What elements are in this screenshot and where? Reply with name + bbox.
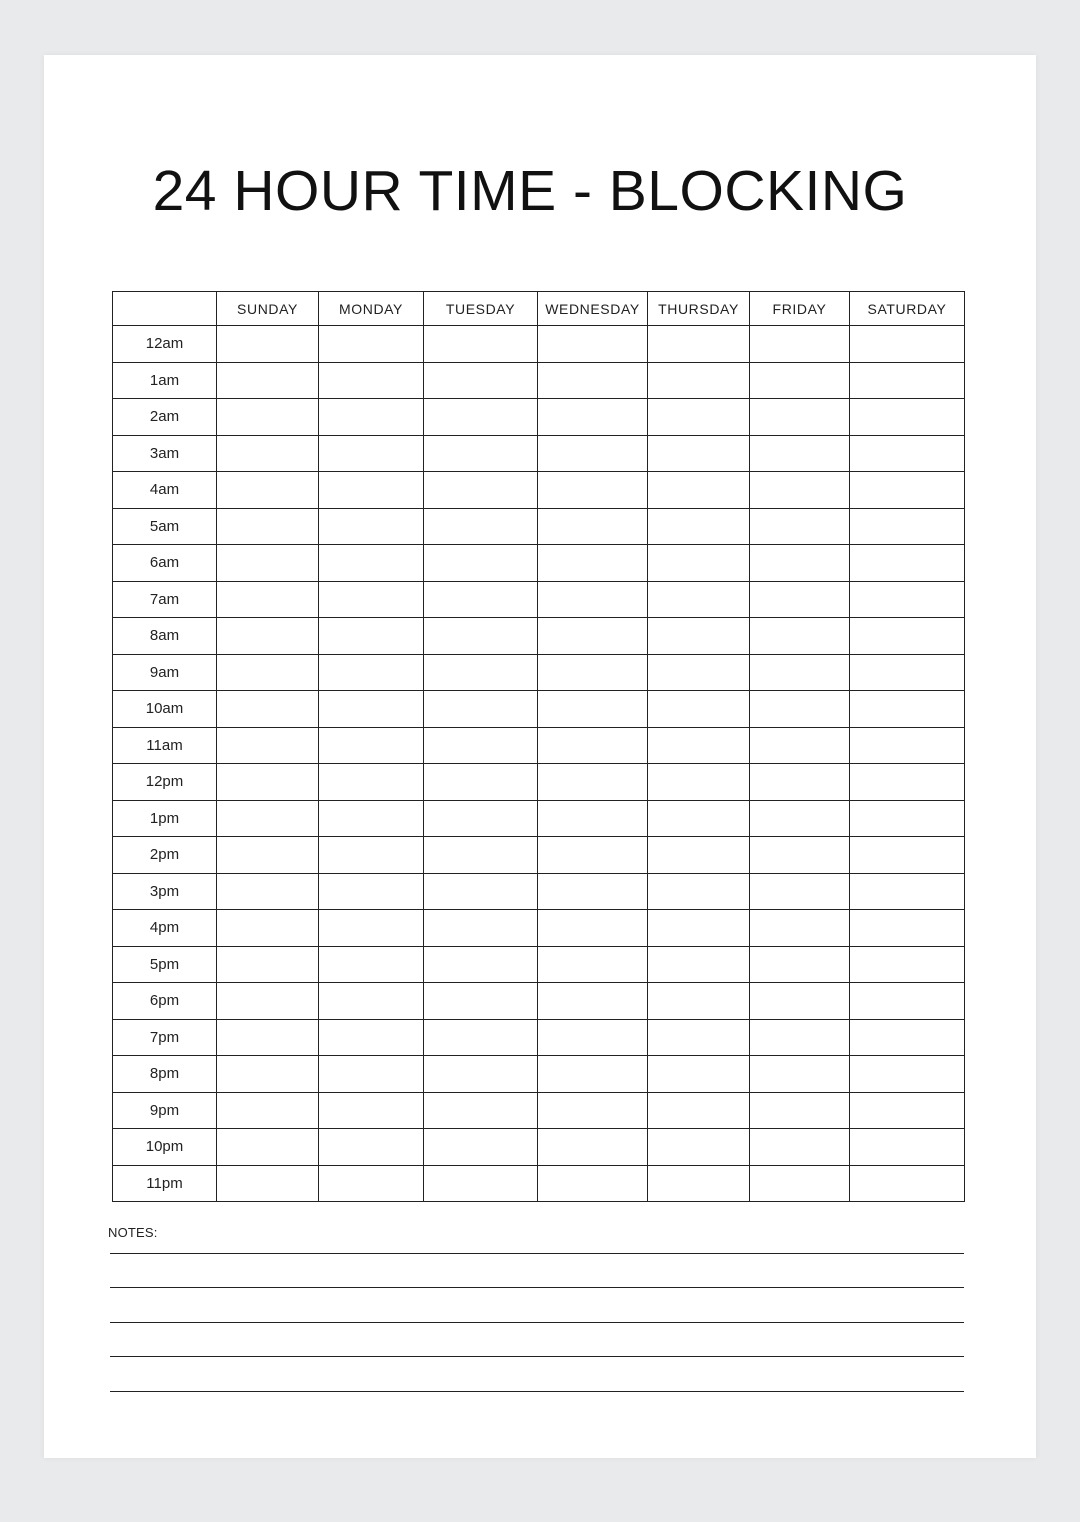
time-slot-cell[interactable] <box>750 326 850 363</box>
time-slot-cell[interactable] <box>850 362 965 399</box>
time-slot-cell[interactable] <box>538 691 648 728</box>
time-slot-cell[interactable] <box>538 545 648 582</box>
time-slot-cell[interactable] <box>538 326 648 363</box>
time-label: 3pm <box>113 873 217 910</box>
time-slot-cell[interactable] <box>750 800 850 837</box>
time-slot-cell[interactable] <box>648 983 750 1020</box>
time-slot-cell[interactable] <box>319 946 424 983</box>
time-row <box>113 472 965 509</box>
time-slot-cell[interactable] <box>319 1165 424 1202</box>
time-row <box>113 1056 965 1093</box>
time-row <box>113 581 965 618</box>
time-slot-cell[interactable] <box>319 873 424 910</box>
time-slot-cell[interactable] <box>217 654 319 691</box>
time-label: 5am <box>113 508 217 545</box>
time-slot-cell[interactable] <box>319 691 424 728</box>
time-slot-cell[interactable] <box>538 618 648 655</box>
time-label: 1pm <box>113 800 217 837</box>
time-slot-cell[interactable] <box>538 362 648 399</box>
time-label: 3am <box>113 435 217 472</box>
note-line[interactable] <box>110 1287 964 1288</box>
time-slot-cell[interactable] <box>217 983 319 1020</box>
time-slot-cell[interactable] <box>750 764 850 801</box>
time-slot-cell[interactable] <box>217 1056 319 1093</box>
time-slot-cell[interactable] <box>217 508 319 545</box>
time-label: 8pm <box>113 1056 217 1093</box>
time-slot-cell[interactable] <box>648 727 750 764</box>
time-label: 5pm <box>113 946 217 983</box>
time-slot-cell[interactable] <box>538 1129 648 1166</box>
time-row <box>113 983 965 1020</box>
time-slot-cell[interactable] <box>750 545 850 582</box>
time-slot-cell[interactable] <box>850 946 965 983</box>
time-slot-cell[interactable] <box>538 508 648 545</box>
time-slot-cell[interactable] <box>538 764 648 801</box>
time-slot-cell[interactable] <box>424 435 538 472</box>
time-slot-cell[interactable] <box>424 508 538 545</box>
time-label: 7pm <box>113 1019 217 1056</box>
note-line[interactable] <box>110 1356 964 1357</box>
day-header-monday: MONDAY <box>319 292 424 326</box>
time-slot-cell[interactable] <box>319 1129 424 1166</box>
time-slot-cell[interactable] <box>750 1092 850 1129</box>
time-row <box>113 764 965 801</box>
time-slot-cell[interactable] <box>538 1019 648 1056</box>
time-row <box>113 435 965 472</box>
time-label: 4pm <box>113 910 217 947</box>
time-slot-cell[interactable] <box>424 581 538 618</box>
time-slot-cell[interactable] <box>648 326 750 363</box>
time-slot-cell[interactable] <box>424 837 538 874</box>
time-slot-cell[interactable] <box>217 946 319 983</box>
time-row <box>113 837 965 874</box>
time-label: 7am <box>113 581 217 618</box>
time-slot-cell[interactable] <box>750 1129 850 1166</box>
time-slot-cell[interactable] <box>648 435 750 472</box>
time-slot-cell[interactable] <box>648 1165 750 1202</box>
time-slot-cell[interactable] <box>750 1165 850 1202</box>
time-slot-cell[interactable] <box>424 618 538 655</box>
time-slot-cell[interactable] <box>424 910 538 947</box>
time-slot-cell[interactable] <box>648 472 750 509</box>
time-slot-cell[interactable] <box>217 581 319 618</box>
time-slot-cell[interactable] <box>750 1019 850 1056</box>
time-slot-cell[interactable] <box>424 691 538 728</box>
time-label: 10am <box>113 691 217 728</box>
time-slot-cell[interactable] <box>538 1092 648 1129</box>
time-slot-cell[interactable] <box>750 910 850 947</box>
time-slot-cell[interactable] <box>538 654 648 691</box>
time-slot-cell[interactable] <box>750 399 850 436</box>
day-header-wednesday: WEDNESDAY <box>538 292 648 326</box>
time-slot-cell[interactable] <box>319 472 424 509</box>
time-row <box>113 946 965 983</box>
time-slot-cell[interactable] <box>538 1165 648 1202</box>
time-slot-cell[interactable] <box>850 1019 965 1056</box>
time-slot-cell[interactable] <box>648 545 750 582</box>
time-slot-cell[interactable] <box>319 727 424 764</box>
time-slot-cell[interactable] <box>217 435 319 472</box>
time-slot-cell[interactable] <box>750 837 850 874</box>
time-slot-cell[interactable] <box>217 362 319 399</box>
time-slot-cell[interactable] <box>538 983 648 1020</box>
time-slot-cell[interactable] <box>538 873 648 910</box>
time-slot-cell[interactable] <box>538 581 648 618</box>
time-slot-cell[interactable] <box>424 1019 538 1056</box>
time-slot-cell[interactable] <box>538 472 648 509</box>
time-row <box>113 1019 965 1056</box>
time-slot-cell[interactable] <box>850 837 965 874</box>
time-slot-cell[interactable] <box>217 1165 319 1202</box>
time-slot-cell[interactable] <box>750 581 850 618</box>
time-row <box>113 691 965 728</box>
time-slot-cell[interactable] <box>217 837 319 874</box>
time-slot-cell[interactable] <box>424 946 538 983</box>
time-slot-cell[interactable] <box>750 691 850 728</box>
time-slot-cell[interactable] <box>648 654 750 691</box>
time-slot-cell[interactable] <box>648 508 750 545</box>
note-line[interactable] <box>110 1253 964 1254</box>
time-slot-cell[interactable] <box>648 1129 750 1166</box>
time-slot-cell[interactable] <box>750 1056 850 1093</box>
time-slot-cell[interactable] <box>424 1129 538 1166</box>
time-row <box>113 1165 965 1202</box>
time-slot-cell[interactable] <box>217 472 319 509</box>
time-slot-cell[interactable] <box>319 1092 424 1129</box>
time-slot-cell[interactable] <box>217 727 319 764</box>
time-slot-cell[interactable] <box>850 727 965 764</box>
time-label: 12am <box>113 326 217 363</box>
day-header-tuesday: TUESDAY <box>424 292 538 326</box>
time-row <box>113 654 965 691</box>
time-slot-cell[interactable] <box>319 581 424 618</box>
time-slot-cell[interactable] <box>850 873 965 910</box>
time-slot-cell[interactable] <box>424 983 538 1020</box>
time-label: 9am <box>113 654 217 691</box>
time-slot-cell[interactable] <box>648 837 750 874</box>
time-slot-cell[interactable] <box>850 654 965 691</box>
time-slot-cell[interactable] <box>319 800 424 837</box>
time-slot-cell[interactable] <box>217 399 319 436</box>
time-slot-cell[interactable] <box>424 1165 538 1202</box>
time-label: 2am <box>113 399 217 436</box>
time-slot-cell[interactable] <box>319 837 424 874</box>
time-slot-cell[interactable] <box>424 800 538 837</box>
time-slot-cell[interactable] <box>424 654 538 691</box>
time-slot-cell[interactable] <box>648 618 750 655</box>
time-slot-cell[interactable] <box>538 910 648 947</box>
time-slot-cell[interactable] <box>850 472 965 509</box>
time-row <box>113 618 965 655</box>
time-slot-cell[interactable] <box>538 1056 648 1093</box>
time-slot-cell[interactable] <box>319 508 424 545</box>
time-row <box>113 326 965 363</box>
time-slot-cell[interactable] <box>850 399 965 436</box>
time-slot-cell[interactable] <box>319 326 424 363</box>
time-slot-cell[interactable] <box>319 618 424 655</box>
corner-cell <box>113 292 217 326</box>
time-slot-cell[interactable] <box>850 435 965 472</box>
time-row <box>113 910 965 947</box>
notes-label: NOTES: <box>108 1225 158 1240</box>
time-slot-cell[interactable] <box>217 1092 319 1129</box>
time-slot-cell[interactable] <box>648 1092 750 1129</box>
time-slot-cell[interactable] <box>750 983 850 1020</box>
time-slot-cell[interactable] <box>750 508 850 545</box>
time-slot-cell[interactable] <box>850 1165 965 1202</box>
time-row <box>113 1129 965 1166</box>
time-slot-cell[interactable] <box>648 910 750 947</box>
time-slot-cell[interactable] <box>424 362 538 399</box>
time-slot-cell[interactable] <box>648 362 750 399</box>
day-header-thursday: THURSDAY <box>648 292 750 326</box>
time-slot-cell[interactable] <box>319 399 424 436</box>
time-slot-cell[interactable] <box>217 1129 319 1166</box>
time-slot-cell[interactable] <box>319 910 424 947</box>
time-slot-cell[interactable] <box>319 764 424 801</box>
time-slot-cell[interactable] <box>750 727 850 764</box>
header-row <box>113 292 965 326</box>
time-label: 8am <box>113 618 217 655</box>
time-slot-cell[interactable] <box>217 873 319 910</box>
time-slot-cell[interactable] <box>850 326 965 363</box>
time-slot-cell[interactable] <box>750 435 850 472</box>
time-row <box>113 873 965 910</box>
time-slot-cell[interactable] <box>850 691 965 728</box>
time-slot-cell[interactable] <box>750 946 850 983</box>
time-slot-cell[interactable] <box>850 764 965 801</box>
time-label: 6am <box>113 545 217 582</box>
time-slot-cell[interactable] <box>217 910 319 947</box>
time-row <box>113 727 965 764</box>
time-slot-cell[interactable] <box>750 618 850 655</box>
time-slot-cell[interactable] <box>850 800 965 837</box>
time-slot-cell[interactable] <box>850 983 965 1020</box>
time-block-table <box>112 291 965 1202</box>
time-label: 10pm <box>113 1129 217 1166</box>
time-slot-cell[interactable] <box>648 764 750 801</box>
time-slot-cell[interactable] <box>538 837 648 874</box>
time-slot-cell[interactable] <box>217 764 319 801</box>
time-slot-cell[interactable] <box>750 472 850 509</box>
time-slot-cell[interactable] <box>319 1056 424 1093</box>
time-row <box>113 1092 965 1129</box>
time-slot-cell[interactable] <box>217 1019 319 1056</box>
time-label: 1am <box>113 362 217 399</box>
time-label: 4am <box>113 472 217 509</box>
time-slot-cell[interactable] <box>648 691 750 728</box>
time-row <box>113 362 965 399</box>
time-label: 11pm <box>113 1165 217 1202</box>
time-slot-cell[interactable] <box>319 435 424 472</box>
time-slot-cell[interactable] <box>424 1092 538 1129</box>
time-row <box>113 508 965 545</box>
time-row <box>113 800 965 837</box>
time-slot-cell[interactable] <box>424 326 538 363</box>
time-slot-cell[interactable] <box>319 1019 424 1056</box>
time-slot-cell[interactable] <box>850 581 965 618</box>
time-slot-cell[interactable] <box>424 1056 538 1093</box>
time-slot-cell[interactable] <box>850 910 965 947</box>
time-label: 11am <box>113 727 217 764</box>
time-slot-cell[interactable] <box>850 545 965 582</box>
time-slot-cell[interactable] <box>319 983 424 1020</box>
time-slot-cell[interactable] <box>648 873 750 910</box>
time-slot-cell[interactable] <box>424 873 538 910</box>
time-slot-cell[interactable] <box>850 1092 965 1129</box>
time-slot-cell[interactable] <box>217 545 319 582</box>
time-slot-cell[interactable] <box>424 399 538 436</box>
time-label: 12pm <box>113 764 217 801</box>
time-slot-cell[interactable] <box>319 362 424 399</box>
time-slot-cell[interactable] <box>850 1056 965 1093</box>
time-slot-cell[interactable] <box>538 435 648 472</box>
time-slot-cell[interactable] <box>648 946 750 983</box>
time-label: 9pm <box>113 1092 217 1129</box>
time-slot-cell[interactable] <box>850 1129 965 1166</box>
time-slot-cell[interactable] <box>424 545 538 582</box>
note-line[interactable] <box>110 1391 964 1392</box>
time-slot-cell[interactable] <box>217 618 319 655</box>
time-label: 6pm <box>113 983 217 1020</box>
time-slot-cell[interactable] <box>648 1019 750 1056</box>
time-slot-cell[interactable] <box>538 946 648 983</box>
time-row <box>113 399 965 436</box>
time-slot-cell[interactable] <box>750 654 850 691</box>
time-slot-cell[interactable] <box>538 727 648 764</box>
time-slot-cell[interactable] <box>217 326 319 363</box>
day-header-sunday: SUNDAY <box>217 292 319 326</box>
page-title: 24 HOUR TIME - BLOCKING <box>152 159 908 223</box>
time-slot-cell[interactable] <box>850 618 965 655</box>
time-slot-cell[interactable] <box>538 399 648 436</box>
time-slot-cell[interactable] <box>750 873 850 910</box>
time-slot-cell[interactable] <box>319 545 424 582</box>
time-slot-cell[interactable] <box>538 800 648 837</box>
time-slot-cell[interactable] <box>217 691 319 728</box>
time-slot-cell[interactable] <box>424 727 538 764</box>
day-header-friday: FRIDAY <box>750 292 850 326</box>
time-slot-cell[interactable] <box>648 581 750 618</box>
time-slot-cell[interactable] <box>424 472 538 509</box>
time-slot-cell[interactable] <box>750 362 850 399</box>
time-row <box>113 545 965 582</box>
time-label: 2pm <box>113 837 217 874</box>
day-header-saturday: SATURDAY <box>850 292 965 326</box>
time-slot-cell[interactable] <box>648 800 750 837</box>
time-slot-cell[interactable] <box>648 1056 750 1093</box>
time-slot-cell[interactable] <box>217 800 319 837</box>
time-slot-cell[interactable] <box>648 399 750 436</box>
time-slot-cell[interactable] <box>319 654 424 691</box>
note-line[interactable] <box>110 1322 964 1323</box>
time-slot-cell[interactable] <box>424 764 538 801</box>
time-slot-cell[interactable] <box>850 508 965 545</box>
